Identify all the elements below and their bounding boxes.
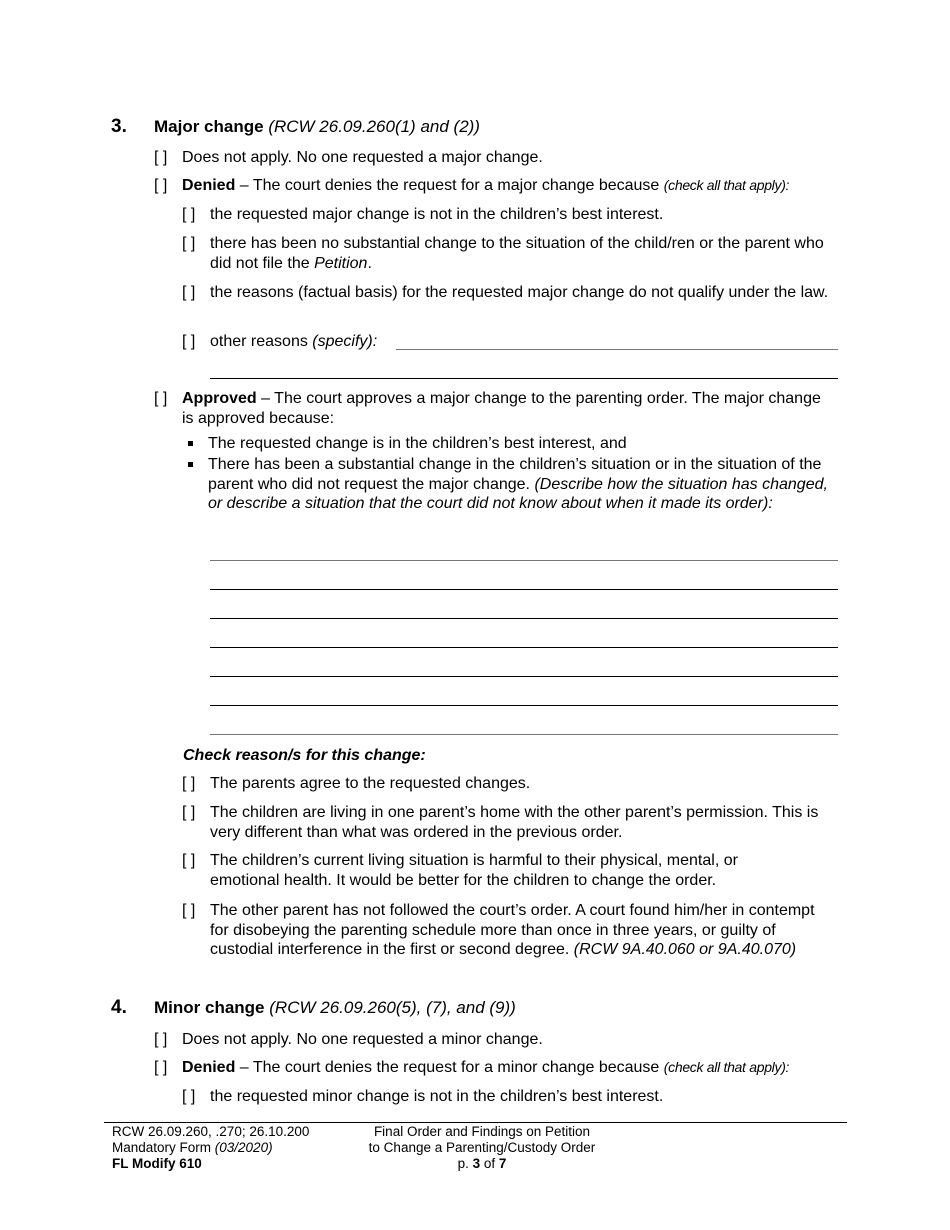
major-approved-text <box>182 389 832 428</box>
major-denied-label: Denied <box>182 177 236 194</box>
major-denied-reason-2-text <box>210 234 844 273</box>
section-3-citation: (RCW 26.09.260(1) and (2)) <box>268 117 480 136</box>
major-denied-other-checkbox[interactable]: [ ] <box>182 333 196 350</box>
approved-line-6[interactable] <box>210 705 838 706</box>
major-denied-reason-3-text: the reasons (factual basis) for the requested major change do not qualify under the law. <box>210 284 829 301</box>
footer-rcw: RCW 26.09.260, .270; 26.10.200 <box>112 1124 310 1139</box>
minor-denied-desc: – The court denies the request for a minor change because <box>235 1059 664 1076</box>
major-denied-reason-1-text: the requested major change is not in the children’s best interest. <box>210 206 664 223</box>
other-reasons-specify: (specify): <box>312 333 378 350</box>
minor-denied-reason-1-text: the requested minor change is not in the children’s best interest. <box>210 1088 664 1105</box>
minor-denied-reason-1-checkbox[interactable]: [ ] <box>182 1088 196 1105</box>
footer-left <box>112 1124 309 1172</box>
check-reason-3-checkbox[interactable]: [ ] <box>182 852 196 869</box>
major-approved-desc: – The court approves a major change to the parenting order. The major change is approved because: <box>182 390 821 427</box>
other-reasons-line-1[interactable] <box>396 349 838 350</box>
approved-bullet-2-text: There has been a substantial change in the children’s situation or in the situation of the parent who did not request the major change. <box>208 456 822 493</box>
check-reason-2-checkbox[interactable]: [ ] <box>182 804 196 821</box>
bullet-2-marker <box>188 462 193 467</box>
minor-denied-label: Denied <box>182 1059 236 1076</box>
major-denied-reason-2-period: . <box>367 254 372 272</box>
major-denied-note: (check all that apply): <box>663 177 790 193</box>
major-denied-reason-2-main: there has been no substantial change to the situation of the child/ren or the parent who did not file the <box>210 235 824 272</box>
footer-page-of: of <box>480 1156 499 1171</box>
major-denied-reason-1-checkbox[interactable]: [ ] <box>182 206 196 223</box>
other-reasons-line-2[interactable] <box>210 378 838 379</box>
minor-denied-checkbox[interactable]: [ ] <box>154 1059 168 1076</box>
other-reasons-label: other reasons <box>210 333 313 350</box>
footer-center <box>352 1124 612 1172</box>
approved-line-1[interactable] <box>210 560 838 561</box>
approved-bullet-2 <box>208 455 840 514</box>
footer-form-id: FL Modify 610 <box>112 1156 202 1171</box>
approved-line-5[interactable] <box>210 676 838 677</box>
footer-doc-title-2: to Change a Parenting/Custody Order <box>368 1140 596 1155</box>
major-denied-text <box>182 176 789 196</box>
bullet-1-marker <box>188 441 193 446</box>
section-4-citation-2: , (7), and (9)) <box>416 998 516 1017</box>
minor-not-apply-text: Does not apply. No one requested a minor change. <box>182 1031 543 1048</box>
major-denied-reason-2-checkbox[interactable]: [ ] <box>182 235 196 252</box>
check-reason-1-checkbox[interactable]: [ ] <box>182 775 196 792</box>
check-reason-4-main: The other parent has not followed the court’s order. A court found him/her in contempt for disobeying the parenting schedule more than once in three years, or guilty of custodial interference in the first or second degree. <box>210 902 815 958</box>
approved-line-2[interactable] <box>210 589 838 590</box>
approved-bullet-1: The requested change is in the children’s best interest, and <box>208 435 627 452</box>
footer-page-prefix: p. <box>457 1156 473 1171</box>
footer-mandatory-label: Mandatory Form <box>112 1140 215 1155</box>
minor-denied-note: (check all that apply): <box>663 1059 790 1075</box>
check-reason-4-checkbox[interactable]: [ ] <box>182 902 196 919</box>
section-4-citation-1: (RCW 26.09.260(5) <box>269 998 417 1017</box>
major-denied-reason-3-checkbox[interactable]: [ ] <box>182 284 196 301</box>
major-not-apply-checkbox[interactable]: [ ] <box>154 149 168 166</box>
major-approved-label: Approved <box>182 390 257 407</box>
footer-page-total: 7 <box>498 1156 507 1171</box>
check-reason-2-text: The children are living in one parent’s home with the other parent’s permission. This is very different than what was ordered in the previous order. <box>210 804 819 841</box>
section-3-title <box>154 117 480 137</box>
petition-word: Petition <box>314 254 368 272</box>
section-3-number: 3. <box>111 116 127 137</box>
approved-bullet-2-italic: (Describe how the situation has changed, or describe a situation that the court did not know about when it made its order): <box>208 475 828 512</box>
footer-form-date: (03/2020) <box>214 1140 273 1155</box>
approved-line-4[interactable] <box>210 647 838 648</box>
major-denied-desc: – The court denies the request for a major change because <box>235 177 664 194</box>
footer-page-number <box>352 1156 612 1172</box>
footer-page-current: 3 <box>472 1156 481 1171</box>
minor-not-apply-checkbox[interactable]: [ ] <box>154 1031 168 1048</box>
major-denied-checkbox[interactable]: [ ] <box>154 177 168 194</box>
section-4-number: 4. <box>111 997 127 1018</box>
section-4-title-text: Minor change <box>154 998 265 1017</box>
footer-doc-title-1: Final Order and Findings on Petition <box>373 1124 591 1139</box>
approved-line-3[interactable] <box>210 618 838 619</box>
check-reason-4-citation: (RCW 9A.40.060 or 9A.40.070) <box>573 941 797 958</box>
check-reason-1-text: The parents agree to the requested changes. <box>210 775 531 792</box>
section-3-title-text: Major change <box>154 117 264 136</box>
footer-rule <box>104 1122 847 1123</box>
major-approved-checkbox[interactable]: [ ] <box>154 390 168 407</box>
section-4-title <box>154 998 516 1018</box>
check-reason-4-text <box>210 901 820 960</box>
approved-line-7[interactable] <box>210 734 838 735</box>
footer-mandatory-form <box>112 1140 309 1156</box>
major-not-apply-text: Does not apply. No one requested a major change. <box>182 149 543 166</box>
check-reason-3-text: The children’s current living situation is harmful to their physical, mental, or emotional health. It would be better for the children to change the order. <box>210 852 738 889</box>
check-reasons-heading: Check reason/s for this change: <box>183 747 426 764</box>
minor-denied-text <box>182 1058 789 1078</box>
major-denied-other-text <box>210 332 377 352</box>
